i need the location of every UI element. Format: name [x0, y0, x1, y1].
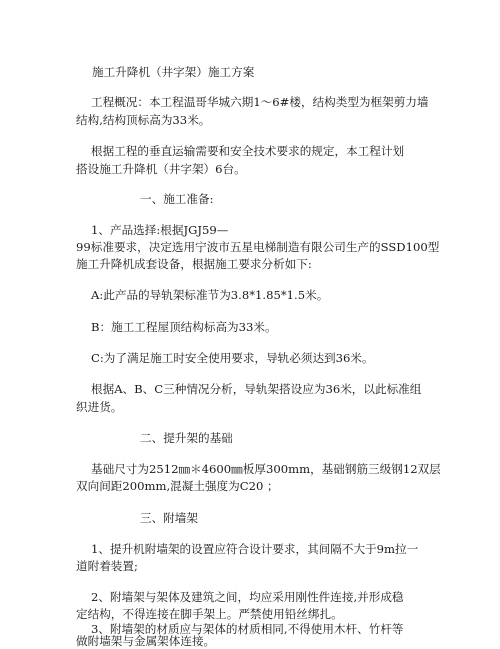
- s3-item1-line-2: 道附着装置;: [76, 559, 138, 573]
- section-2-heading: 二、提升架的基础: [140, 431, 233, 445]
- s1-point-c: C:为了满足施工时安全使用要求，导轨必须达到36米。: [91, 351, 374, 365]
- s1-conclusion-line-2: 织进货。: [76, 400, 123, 414]
- s2-text-line-2: 双向间距200mm,混凝土强度为C20 ；: [76, 479, 279, 493]
- s3-item2-line-1: 2、附墙架与架体及建筑之间，均应采用刚性件连接,并形成稳: [91, 590, 404, 604]
- s3-item3-line-1: 3、附墙架的材质应与架体的材质相同,不得使用木杆、竹杆等: [91, 622, 404, 636]
- s1-conclusion-line-1: 根据A、B、C三种情况分析，导轨架搭设应为36米，以此标准组: [91, 382, 422, 396]
- section-1-heading: 一、施工准备:: [140, 192, 214, 206]
- section-3-heading: 三、附墙架: [140, 511, 198, 525]
- overview-line-1: 工程概况：本工程温哥华城六期1～6#楼，结构类型为框架剪力墙: [91, 95, 429, 109]
- intro-line-1: 根据工程的垂直运输需要和安全技术要求的规定，本工程计划: [91, 144, 405, 158]
- s3-item1-line-1: 1、提升机附墙架的设置应符合设计要求，其间隔不大于9m拉一: [91, 542, 419, 556]
- s1-item1-line-2: 99标准要求，决定选用宁波市五星电梯制造有限公司生产的SSD100型: [76, 240, 440, 254]
- s3-item3-line-2: 做附墙架与金属架体连接。: [76, 634, 216, 648]
- s1-item1-line-3: 施工升降机成套设备，根据施工要求分析如下:: [76, 257, 312, 271]
- s1-point-a: A:此产品的导轨架标准节为3.8*1.85*1.5米。: [91, 288, 329, 302]
- intro-line-2: 搭设施工升降机（井字架）6台。: [76, 162, 246, 176]
- s1-point-b: B：施工工程屋顶结构标高为33米。: [91, 320, 277, 334]
- s1-item1-line-1: 1、产品选择:根据JGJ59—: [91, 223, 229, 237]
- s2-text-line-1: 基础尺寸为2512㎜＊4600㎜板厚300mm，基础钢筋三级钢12双层: [91, 462, 441, 476]
- overview-line-2: 结构,结构顶标高为33米。: [76, 113, 211, 127]
- s3-item2-line-2: 定结构，不得连接在脚手架上。严禁使用铅丝绑扎。: [76, 607, 343, 621]
- document-title: 施工升降机（井字架）施工方案: [92, 65, 255, 79]
